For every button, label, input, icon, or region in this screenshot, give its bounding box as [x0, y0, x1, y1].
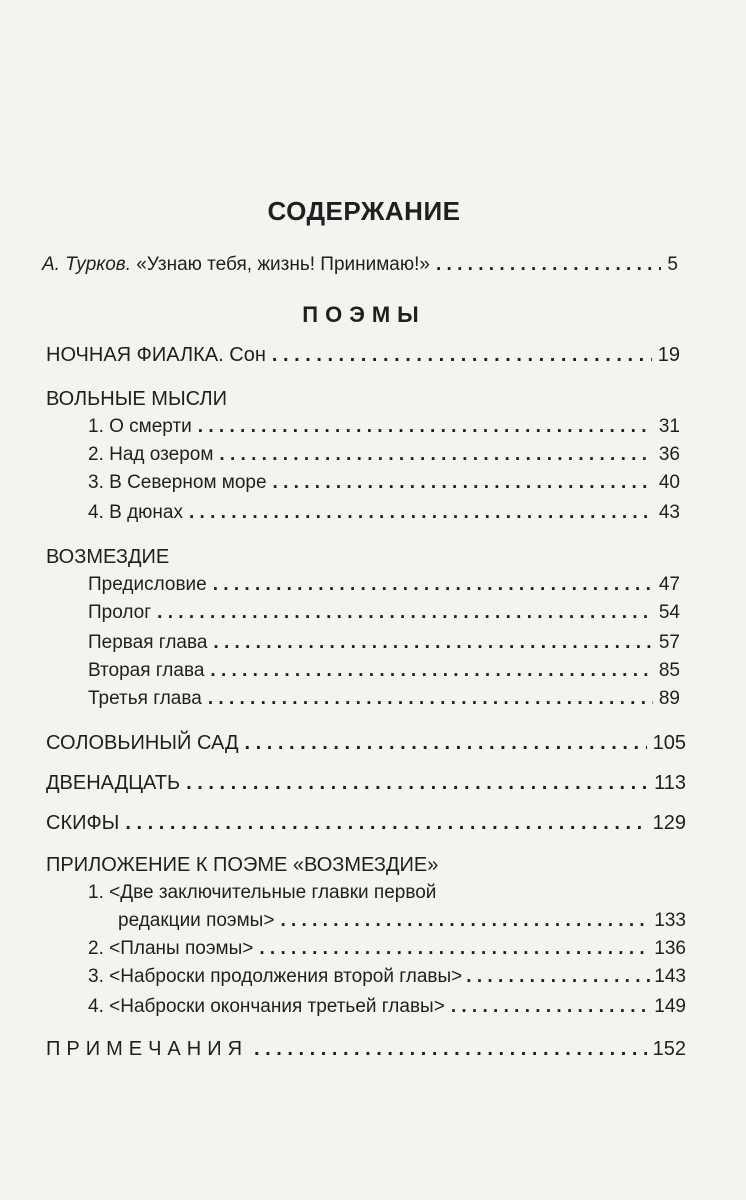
toc-entry-skify[interactable]: [46, 810, 686, 836]
entry-label: 2. Над озером: [88, 444, 214, 465]
toc-entry-intro[interactable]: [42, 252, 678, 278]
leader-dots: [273, 470, 653, 496]
entry-heading-vozmezdie[interactable]: ВОЗМЕЗДИЕ: [46, 546, 170, 568]
leader-dots: [272, 342, 652, 368]
section-heading-poems: ПОЭМЫ: [302, 302, 426, 327]
toc-entry-primechaniya[interactable]: [46, 1036, 686, 1062]
page-number: 43: [658, 502, 680, 523]
entry-label: 4. В дюнах: [88, 502, 183, 523]
intro-author: А. Турков.: [42, 254, 132, 275]
entry-label: 3. <Наброски продолжения второй главы>: [88, 966, 463, 987]
entry-label: Пролог: [88, 602, 152, 623]
page-number: 31: [658, 416, 680, 437]
leader-dots: [189, 500, 653, 526]
toc-entry-o-smerti[interactable]: [88, 414, 680, 440]
page-number: 54: [658, 602, 680, 623]
leader-dots: [198, 414, 653, 440]
toc-entry-vtoraya-glava[interactable]: [88, 658, 680, 684]
toc-entry-label-line1[interactable]: 1. <Две заключительные главки первой: [88, 882, 437, 903]
toc-entry-dve-glavki[interactable]: [118, 908, 686, 934]
toc-entry-v-severnom-more[interactable]: [88, 470, 680, 496]
leader-dots: [259, 936, 648, 962]
entry-label: 3. В Северном море: [88, 472, 267, 493]
page-number: 152: [652, 1038, 686, 1060]
leader-dots: [219, 442, 652, 468]
toc-entry-dvenadtsat[interactable]: [46, 770, 686, 796]
page-number: 136: [654, 938, 686, 959]
leader-dots: [186, 770, 648, 796]
page-number: 143: [654, 966, 686, 987]
toc-entry-nochnaya-fialka[interactable]: [46, 342, 680, 368]
entry-label: Вторая глава: [88, 660, 205, 681]
page-number: 47: [658, 574, 680, 595]
entry-label: Третья глава: [88, 688, 202, 709]
entry-label: редакции поэмы>: [118, 910, 275, 931]
entry-label: 2. <Планы поэмы>: [88, 938, 254, 959]
page-number: 129: [652, 812, 686, 834]
entry-label: 1. О смерти: [88, 416, 192, 437]
leader-dots: [208, 686, 653, 712]
leader-dots: [125, 810, 646, 836]
leader-dots: [466, 964, 650, 990]
toc-entry-plany-poemy[interactable]: [88, 936, 686, 962]
leader-dots: [451, 994, 648, 1020]
entry-label: СОЛОВЬИНЫЙ САД: [46, 732, 239, 754]
page-number: 133: [654, 910, 686, 931]
entry-label: СКИФЫ: [46, 812, 120, 834]
page-number: 89: [658, 688, 680, 709]
page-number: 36: [658, 444, 680, 465]
entry-heading-prilozhenie[interactable]: ПРИЛОЖЕНИЕ К ПОЭМЕ «ВОЗМЕЗДИЕ»: [46, 854, 439, 876]
page-number: 85: [658, 660, 680, 681]
toc-entry-solovyiny-sad[interactable]: [46, 730, 686, 756]
toc-entry-nabroski-vtoroy[interactable]: [88, 964, 686, 990]
toc-entry-nabroski-tretey[interactable]: [88, 994, 686, 1020]
entry-label: НОЧНАЯ ФИАЛКА. Сон: [46, 344, 266, 366]
leader-dots: [245, 730, 647, 756]
page-number: 149: [654, 996, 686, 1017]
entry-label: ДВЕНАДЦАТЬ: [46, 772, 181, 794]
page-number: 19: [657, 344, 680, 366]
page-number: 40: [658, 472, 680, 493]
entry-label: 4. <Наброски окончания третьей главы>: [88, 996, 445, 1017]
entry-heading-volnye-mysli[interactable]: ВОЛЬНЫЕ МЫСЛИ: [46, 388, 227, 410]
toc-entry-predislovie[interactable]: [88, 572, 680, 598]
toc-entry-pervaya-glava[interactable]: [88, 630, 680, 656]
page-number: 105: [652, 732, 686, 754]
page-number: 113: [654, 772, 686, 794]
leader-dots: [280, 908, 648, 934]
leader-dots: [210, 658, 652, 684]
entry-label: Первая глава: [88, 632, 208, 653]
entry-label: Предисловие: [88, 574, 207, 595]
leader-dots: [436, 252, 661, 278]
toc-entry-tretya-glava[interactable]: [88, 686, 680, 712]
page-title: СОДЕРЖАНИЕ: [267, 196, 461, 226]
entry-label: ПРИМЕЧАНИЯ: [46, 1038, 249, 1060]
toc-entry-nad-ozerom[interactable]: [88, 442, 680, 468]
leader-dots: [254, 1036, 647, 1062]
toc-entry-prolog[interactable]: [88, 600, 680, 626]
leader-dots: [213, 630, 652, 656]
leader-dots: [157, 600, 653, 626]
intro-title: «Узнаю тебя, жизнь! Принимаю!»: [136, 254, 430, 275]
page-number: 5: [667, 254, 678, 275]
leader-dots: [213, 572, 653, 598]
toc-entry-v-dyunakh[interactable]: [88, 500, 680, 526]
page-number: 57: [658, 632, 680, 653]
